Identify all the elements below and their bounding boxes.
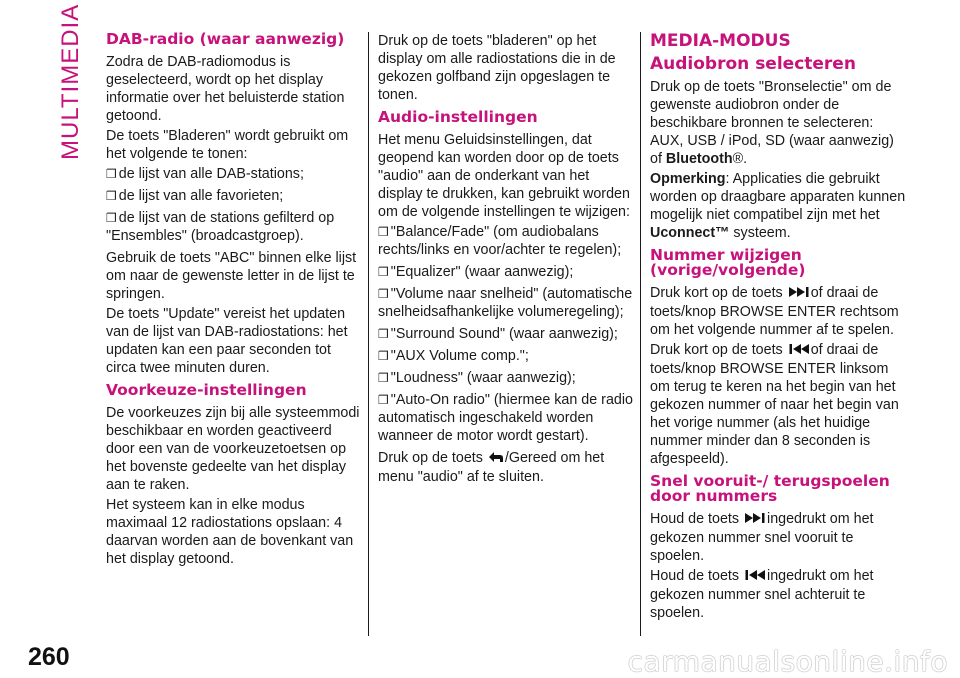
next-track-icon bbox=[788, 285, 810, 303]
heading-select-source: Audiobron selecteren bbox=[650, 54, 856, 74]
heading-audio-settings: Audio-instellingen bbox=[378, 108, 538, 126]
paragraph-audio-exit: Druk op de toets /Gereed om het menu "audio" af te sluiten. bbox=[378, 450, 605, 485]
checkbox-bullet-icon: ❒ bbox=[378, 349, 389, 363]
footer-watermark: carmanualsonline.info bbox=[627, 645, 948, 678]
list-item: ❒ "AUX Volume comp."; bbox=[378, 348, 529, 364]
section-side-label: MULTIMEDIA bbox=[57, 3, 84, 160]
list-item: ❒ "Balance/Fade" (om audiobalans rechts/links en voor/achter te regelen); bbox=[378, 224, 622, 258]
paragraph-dab-intro: Zodra de DAB-radiomodus is geselecteerd, wordt op het display informatie over het beluisterde station getoond. bbox=[106, 54, 345, 124]
paragraph-presets-2: Het systeem kan in elke modus maximaal 12 radiostations opslaan: 4 daarvan worden aan de bovenkant van het display getoond. bbox=[106, 497, 354, 567]
heading-fast-forward-rewind: Snel vooruit-/ terugspoelen door nummers bbox=[650, 472, 890, 505]
paragraph-previous-track: Druk kort op de toets of draai de toets/knop BROWSE ENTER linksom om terug te keren na het begin van het gekozen nummer of naar het begin van het vorige nummer (als het huidige nummer minder dan 8 seconden is afgespeeld). bbox=[650, 342, 899, 467]
checkbox-bullet-icon: ❒ bbox=[378, 287, 389, 301]
column-divider-1 bbox=[368, 32, 369, 636]
previous-track-icon bbox=[788, 342, 810, 360]
heading-presets: Voorkeuze-instellingen bbox=[106, 381, 307, 399]
paragraph-source-select: Druk op de toets "Bronselectie" om de gewenste audiobron onder de beschikbare bronnen te selecteren: AUX, USB / iPod, SD (waar aanwezig) of Bluetooth®. bbox=[650, 79, 894, 167]
paragraph-browse: Druk op de toets "bladeren" op het display om alle radiostations die in de gekozen golfband zijn opgeslagen te tonen. bbox=[378, 33, 616, 103]
list-item: ❒ "Volume naar snelheid" (automatische snelheidsafhankelijke volumeregeling); bbox=[378, 286, 633, 320]
heading-media-mode: MEDIA-MODUS bbox=[650, 31, 791, 51]
paragraph-presets-1: De voorkeuzes zijn bij alle systeemmodi beschikbaar en worden geactiveerd door een van de voorkeuzetoetsen op het bovenste gedeelte van het display aan te raken. bbox=[106, 405, 360, 493]
checkbox-bullet-icon: ❒ bbox=[378, 265, 389, 279]
column-2 bbox=[378, 32, 634, 488]
checkbox-bullet-icon: ❒ bbox=[378, 393, 389, 407]
column-divider-2 bbox=[640, 32, 641, 636]
paragraph-dab-abc: Gebruik de toets "ABC" binnen elke lijst om naar de gewenste letter in de lijst te springen. bbox=[106, 250, 357, 302]
back-arrow-icon bbox=[488, 450, 504, 468]
previous-track-icon bbox=[744, 568, 766, 586]
paragraph-audio-intro: Het menu Geluidsinstellingen, dat geopend kan worden door op de toets "audio" aan de onderkant van het display te drukken, kan gebruikt worden om de volgende instellingen te wijzigen: bbox=[378, 132, 630, 220]
page-number: 260 bbox=[28, 643, 70, 671]
column-1 bbox=[106, 32, 362, 570]
column-3 bbox=[650, 32, 906, 624]
list-item: ❒ "Surround Sound" (waar aanwezig); bbox=[378, 326, 618, 342]
checkbox-bullet-icon: ❒ bbox=[106, 167, 117, 181]
list-item: ❒ "Auto-On radio" (hiermee kan de radio automatisch ingeschakeld worden wanneer de motor wordt gestart). bbox=[378, 392, 633, 444]
list-item: ❒ de lijst van alle DAB-stations; bbox=[106, 166, 304, 182]
checkbox-bullet-icon: ❒ bbox=[106, 211, 117, 225]
list-item: ❒ de lijst van alle favorieten; bbox=[106, 188, 284, 204]
paragraph-next-track: Druk kort op de toets of draai de toets/knop BROWSE ENTER rechtsom om het volgende nummer af te spelen. bbox=[650, 285, 899, 338]
paragraph-dab-update: De toets "Update" vereist het updaten van de lijst van DAB-radiostations: het updaten kan een paar seconden tot circa twee minuten duren. bbox=[106, 306, 348, 376]
checkbox-bullet-icon: ❒ bbox=[378, 371, 389, 385]
checkbox-bullet-icon: ❒ bbox=[378, 225, 389, 239]
heading-dab-radio: DAB-radio (waar aanwezig) bbox=[106, 30, 345, 48]
paragraph-dab-browse: De toets "Bladeren" wordt gebruikt om het volgende te tonen: bbox=[106, 128, 349, 162]
next-track-icon bbox=[744, 511, 766, 529]
list-item: ❒ de lijst van de stations gefilterd op "Ensembles" (broadcastgroep). bbox=[106, 210, 335, 244]
paragraph-source-note: Opmerking: Applicaties die gebruikt worden op draagbare apparaten kunnen mogelijk niet compatibel zijn met het Uconnect™ systeem. bbox=[650, 171, 906, 241]
paragraph-fast-forward: Houd de toets ingedrukt om het gekozen nummer snel vooruit te spoelen. bbox=[650, 511, 874, 564]
checkbox-bullet-icon: ❒ bbox=[378, 327, 389, 341]
list-item: ❒ "Loudness" (waar aanwezig); bbox=[378, 370, 576, 386]
paragraph-rewind: Houd de toets ingedrukt om het gekozen nummer snel achteruit te spoelen. bbox=[650, 568, 874, 621]
heading-change-track: Nummer wijzigen (vorige/volgende) bbox=[650, 246, 806, 279]
list-item: ❒ "Equalizer" (waar aanwezig); bbox=[378, 264, 574, 280]
checkbox-bullet-icon: ❒ bbox=[106, 189, 117, 203]
